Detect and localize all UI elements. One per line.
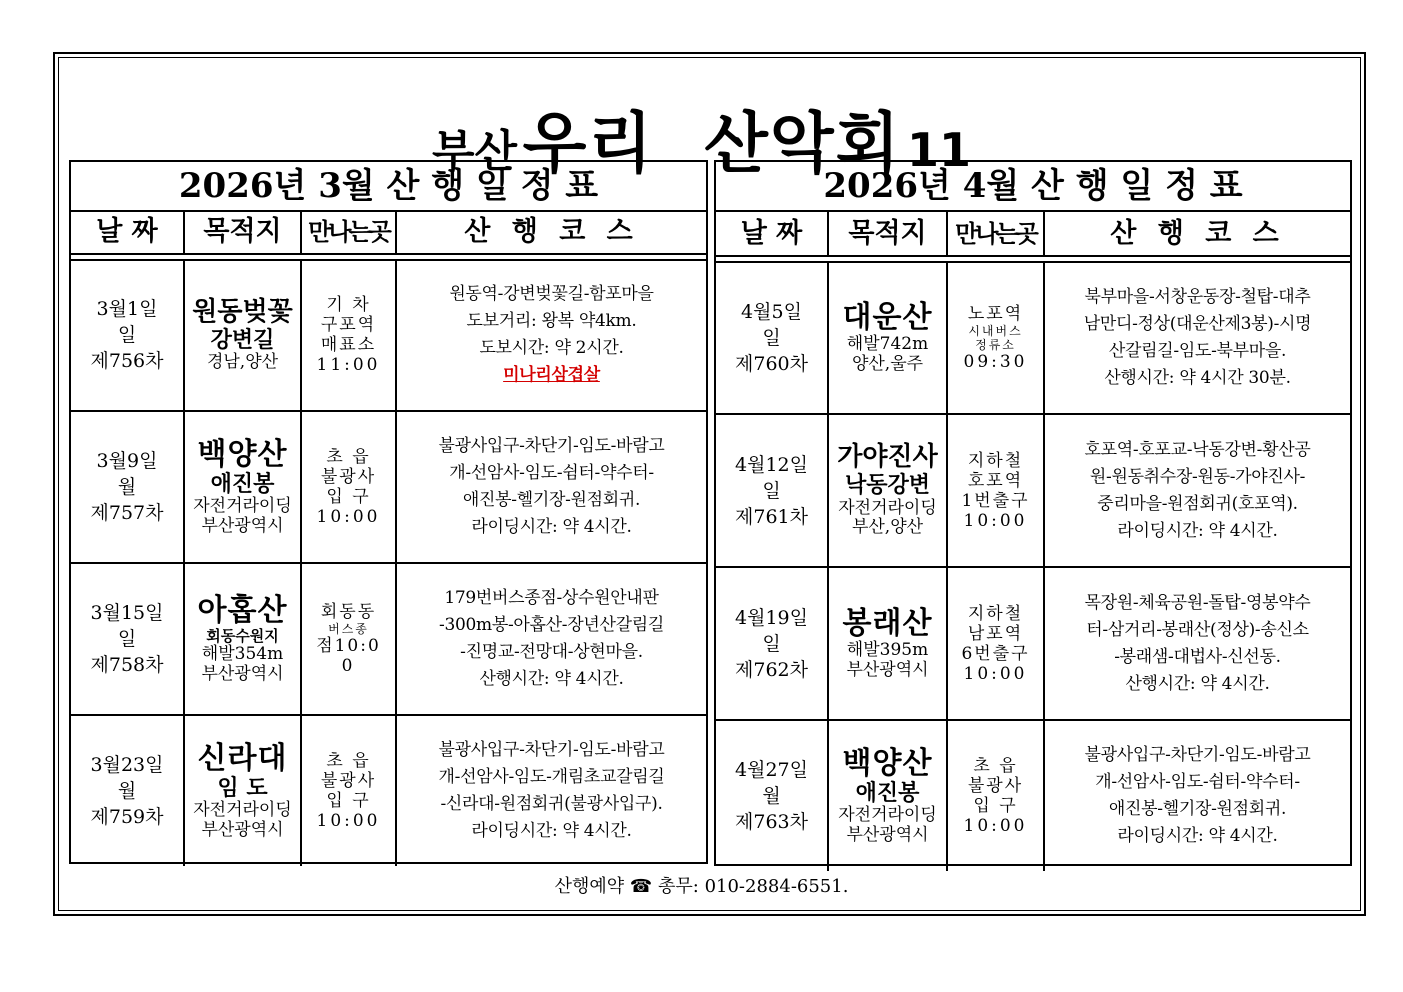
- date-date3: 제756차: [90, 350, 164, 372]
- date-date3: 제758차: [90, 654, 164, 676]
- destination-cell: [185, 260, 302, 410]
- destination-cell: [185, 412, 302, 562]
- schedule-row: [716, 721, 1350, 871]
- destination-region: 부산광역시: [201, 515, 284, 536]
- meeting-line-2: 남포역: [967, 623, 1024, 644]
- schedule-row: [716, 262, 1350, 415]
- course-line: -진명교-전망대-상현마을.: [460, 642, 643, 662]
- meeting-time: 10:00: [316, 811, 381, 831]
- date-cell: [716, 415, 829, 566]
- date-cell: [716, 721, 829, 871]
- date-cell: [71, 412, 185, 562]
- meeting-line-1: 초 읍: [326, 447, 371, 467]
- course-line: 원-원동취수장-원동-가야진사-: [1089, 466, 1306, 487]
- meeting-place-cell: [302, 564, 397, 714]
- date-date2: 일: [762, 479, 781, 502]
- header-course: 산 행 코 스: [464, 216, 639, 247]
- course-line: 불광사입구-차단기-임도-바람고: [438, 740, 665, 760]
- destination-cell: [829, 568, 948, 719]
- meeting-time: 09:30: [963, 351, 1028, 372]
- course-line: 목장원-체육공원-돌탑-영봉약수: [1084, 592, 1311, 613]
- title-club: 우리 산악회: [522, 105, 902, 182]
- header-destination: 목적지: [829, 212, 948, 255]
- date-date2: 월: [762, 785, 781, 807]
- destination-name: 가야진사: [837, 442, 938, 473]
- destination-detail: 해발354m: [201, 644, 284, 665]
- course-cell: [397, 412, 706, 562]
- meeting-line-3: 입 구: [973, 796, 1018, 816]
- date-date1: 3월15일: [90, 602, 164, 624]
- date-cell: [71, 564, 185, 714]
- destination-detail: 자전거라이딩: [838, 805, 937, 826]
- destination-name: 대운산: [842, 299, 933, 335]
- course-line: -300m봉-아홉산-장년산갈림길: [439, 615, 664, 635]
- course-cell: [397, 564, 706, 714]
- date-cell: [71, 260, 185, 410]
- course-line: 도보시간: 약 2시간.: [479, 338, 624, 358]
- destination-subtitle: 강변길: [210, 327, 275, 353]
- meeting-line-1: 기 차: [326, 295, 371, 315]
- course-line: 산행시간: 약 4시간.: [479, 669, 624, 689]
- meeting-place-cell: [302, 412, 397, 562]
- meeting-line-1: 초 읍: [326, 751, 371, 771]
- schedule-row: [71, 260, 706, 412]
- destination-name: 아홉산: [197, 592, 288, 628]
- course-line: 산행시간: 약 4시간 30분.: [1104, 367, 1291, 388]
- meeting-line-1: 지하철: [967, 603, 1024, 624]
- meeting-time: 10:00: [316, 507, 381, 527]
- header-destination: 목적지: [185, 210, 302, 253]
- course-line: 라이딩시간: 약 4시간.: [1117, 826, 1278, 846]
- course-line: 애진봉-헬기장-원점회귀.: [1108, 799, 1287, 819]
- phone-icon: ☎: [629, 876, 653, 897]
- march-schedule-title: 2026년 3월 산 행 일 정 표: [71, 162, 706, 212]
- meeting-line-3: 1번출구: [961, 490, 1030, 511]
- date-date1: 4월5일: [741, 300, 802, 323]
- course-cell: [1045, 568, 1350, 719]
- destination-subtitle: 임 도: [217, 776, 268, 802]
- course-cell: [397, 260, 706, 410]
- destination-cell: [829, 415, 948, 566]
- date-date2: 일: [762, 326, 781, 349]
- meeting-line-3: 입 구: [326, 791, 371, 811]
- meeting-line-3: 정류소: [975, 337, 1016, 352]
- header-course: 산 행 코 스: [1110, 218, 1285, 249]
- destination-region: 부산,양산: [851, 517, 924, 538]
- meeting-place-cell: [948, 262, 1045, 413]
- meeting-time: 10:00: [963, 510, 1028, 531]
- destination-subtitle: 낙동강변: [844, 473, 930, 499]
- meeting-line-2: 불광사: [967, 776, 1024, 796]
- date-date2: 월: [117, 780, 137, 802]
- destination-detail: 자전거라이딩: [193, 800, 292, 821]
- schedule-row: [716, 415, 1350, 568]
- meeting-line-3: 6번출구: [961, 643, 1030, 664]
- destination-name: 원동벚꽃: [192, 296, 293, 327]
- date-date3: 제760차: [735, 352, 808, 375]
- course-line: 개-선암사-임도-개림초교갈림길: [438, 767, 665, 787]
- schedule-row: [71, 412, 706, 564]
- meeting-time: 10:00: [963, 816, 1028, 836]
- course-line: 179번버스종점-상수원안내판: [444, 588, 659, 608]
- destination-detail: 자전거라이딩: [838, 497, 937, 518]
- course-line: 산행시간: 약 4시간.: [1125, 673, 1270, 694]
- destination-region: 부산광역시: [201, 663, 284, 684]
- course-line: 라이딩시간: 약 4시간.: [471, 821, 632, 841]
- course-cell: [1045, 721, 1350, 871]
- course-line: 불광사입구-차단기-임도-바람고: [1084, 745, 1311, 765]
- destination-detail: 자전거라이딩: [193, 496, 292, 517]
- destination-detail: 경남,양산: [206, 351, 279, 372]
- meeting-line-2: 불광사: [320, 771, 377, 791]
- date-date2: 월: [117, 476, 137, 498]
- schedule-row: [71, 716, 706, 866]
- footer-contact: [0, 872, 1403, 898]
- destination-name: 백양산: [197, 436, 288, 472]
- destination-detail: 해발742m: [846, 334, 929, 355]
- destination-name: 신라대: [197, 740, 288, 776]
- destination-subtitle: 애진봉: [855, 781, 920, 807]
- meeting-line-1: 지하철: [967, 450, 1024, 471]
- destination-subtitle: 애진봉: [210, 472, 275, 498]
- schedule-row: [71, 564, 706, 716]
- date-date1: 4월27일: [735, 759, 808, 781]
- course-line: 개-선암사-임도-쉼터-약수터-: [1095, 772, 1300, 792]
- meeting-line-1: 회동동: [320, 602, 377, 622]
- date-date2: 일: [762, 632, 781, 655]
- destination-name: 봉래산: [842, 605, 933, 641]
- date-date1: 3월9일: [96, 450, 158, 472]
- destination-detail: 해발395m: [846, 640, 929, 661]
- course-line: 불광사입구-차단기-임도-바람고: [438, 436, 665, 456]
- meeting-place-cell: [302, 716, 397, 866]
- header-meeting-place: 만나는곳: [302, 210, 397, 253]
- meeting-line-1: 초 읍: [973, 756, 1018, 776]
- destination-region: 양산,울주: [851, 353, 924, 374]
- meeting-place-cell: [948, 721, 1045, 871]
- title-number: 11: [906, 123, 971, 177]
- meeting-line-2: 호포역: [967, 470, 1024, 491]
- course-line: 도보거리: 왕복 약4km.: [466, 311, 637, 331]
- march-header-row: [71, 210, 706, 255]
- lunch-highlight: 미나리삼겹살: [503, 365, 600, 385]
- date-cell: [716, 262, 829, 413]
- meeting-time: 0: [341, 656, 356, 676]
- course-line: 산갈림길-임도-북부마을.: [1108, 340, 1287, 361]
- course-line: 라이딩시간: 약 4시간.: [1117, 520, 1278, 541]
- header-meeting-place: 만나는곳: [948, 212, 1045, 255]
- date-date3: 제762차: [735, 658, 808, 681]
- destination-cell: [185, 564, 302, 714]
- date-date1: 4월19일: [735, 606, 808, 629]
- schedule-row: [716, 568, 1350, 721]
- destination-subtitle: 회동수원지: [206, 627, 279, 646]
- course-line: 북부마을-서창운동장-철탑-대추: [1084, 286, 1311, 307]
- contact-text: 총무: 010-2884-6551.: [658, 876, 849, 897]
- date-date1: 3월23일: [90, 754, 164, 776]
- destination-cell: [829, 262, 948, 413]
- date-date2: 일: [117, 628, 137, 650]
- meeting-line-2: 불광사: [320, 467, 377, 487]
- april-schedule: [714, 160, 1352, 866]
- course-line: 터-삼거리-봉래산(정상)-송신소: [1086, 619, 1309, 640]
- course-cell: [397, 716, 706, 866]
- destination-region: 부산광역시: [846, 659, 929, 680]
- course-line: 남만디-정상(대운산제3봉)-시명: [1083, 313, 1312, 334]
- meeting-place-cell: [302, 260, 397, 410]
- course-line: 애진봉-헬기장-원점회귀.: [462, 490, 641, 510]
- march-schedule: [69, 160, 708, 864]
- reservation-label: 산행예약: [554, 876, 625, 897]
- course-line: 개-선암사-임도-쉼터-약수터-: [449, 463, 654, 483]
- date-date3: 제759차: [90, 806, 164, 828]
- meeting-line-3: 입 구: [326, 487, 371, 507]
- april-header-row: [716, 212, 1350, 257]
- meeting-place-cell: [948, 415, 1045, 566]
- meeting-line-3: 매표소: [320, 335, 377, 355]
- date-cell: [71, 716, 185, 866]
- course-line: 원동역-강변벚꽃길-함포마을: [449, 284, 654, 304]
- date-date3: 제757차: [90, 502, 164, 524]
- date-date1: 4월12일: [735, 453, 808, 476]
- course-line: 라이딩시간: 약 4시간.: [471, 517, 632, 537]
- course-cell: [1045, 262, 1350, 413]
- course-cell: [1045, 415, 1350, 566]
- destination-region: 부산광역시: [201, 819, 284, 840]
- meeting-line-2: 버스종: [328, 622, 369, 636]
- header-date: 날 짜: [716, 212, 829, 255]
- meeting-line-2: 시내버스: [968, 323, 1023, 338]
- meeting-line-3: 점10:0: [316, 636, 381, 656]
- course-line: 호포역-호포교-낙동강변-황산공: [1084, 439, 1311, 460]
- meeting-time: 10:00: [963, 663, 1028, 684]
- course-line: -신라대-원점회귀(불광사입구).: [440, 794, 663, 814]
- course-line: -봉래샘-대법사-신선동.: [1114, 646, 1281, 667]
- april-schedule-title: 2026년 4월 산 행 일 정 표: [716, 162, 1350, 212]
- header-date: 날 짜: [71, 210, 185, 253]
- date-cell: [716, 568, 829, 719]
- destination-cell: [829, 721, 948, 871]
- date-date1: 3월1일: [96, 298, 158, 320]
- date-date3: 제761차: [735, 505, 808, 528]
- destination-region: 부산광역시: [846, 824, 929, 845]
- date-date3: 제763차: [735, 811, 808, 833]
- destination-name: 백양산: [842, 745, 933, 781]
- course-line: 중리마을-원점회귀(호포역).: [1097, 493, 1298, 514]
- date-date2: 일: [117, 324, 137, 346]
- meeting-place-cell: [948, 568, 1045, 719]
- meeting-time: 11:00: [316, 355, 381, 375]
- destination-cell: [185, 716, 302, 866]
- meeting-line-2: 구포역: [320, 315, 377, 335]
- title-city: 부산: [432, 126, 518, 177]
- meeting-line-1: 노포역: [967, 303, 1024, 324]
- course-highlight-line: [400, 362, 703, 389]
